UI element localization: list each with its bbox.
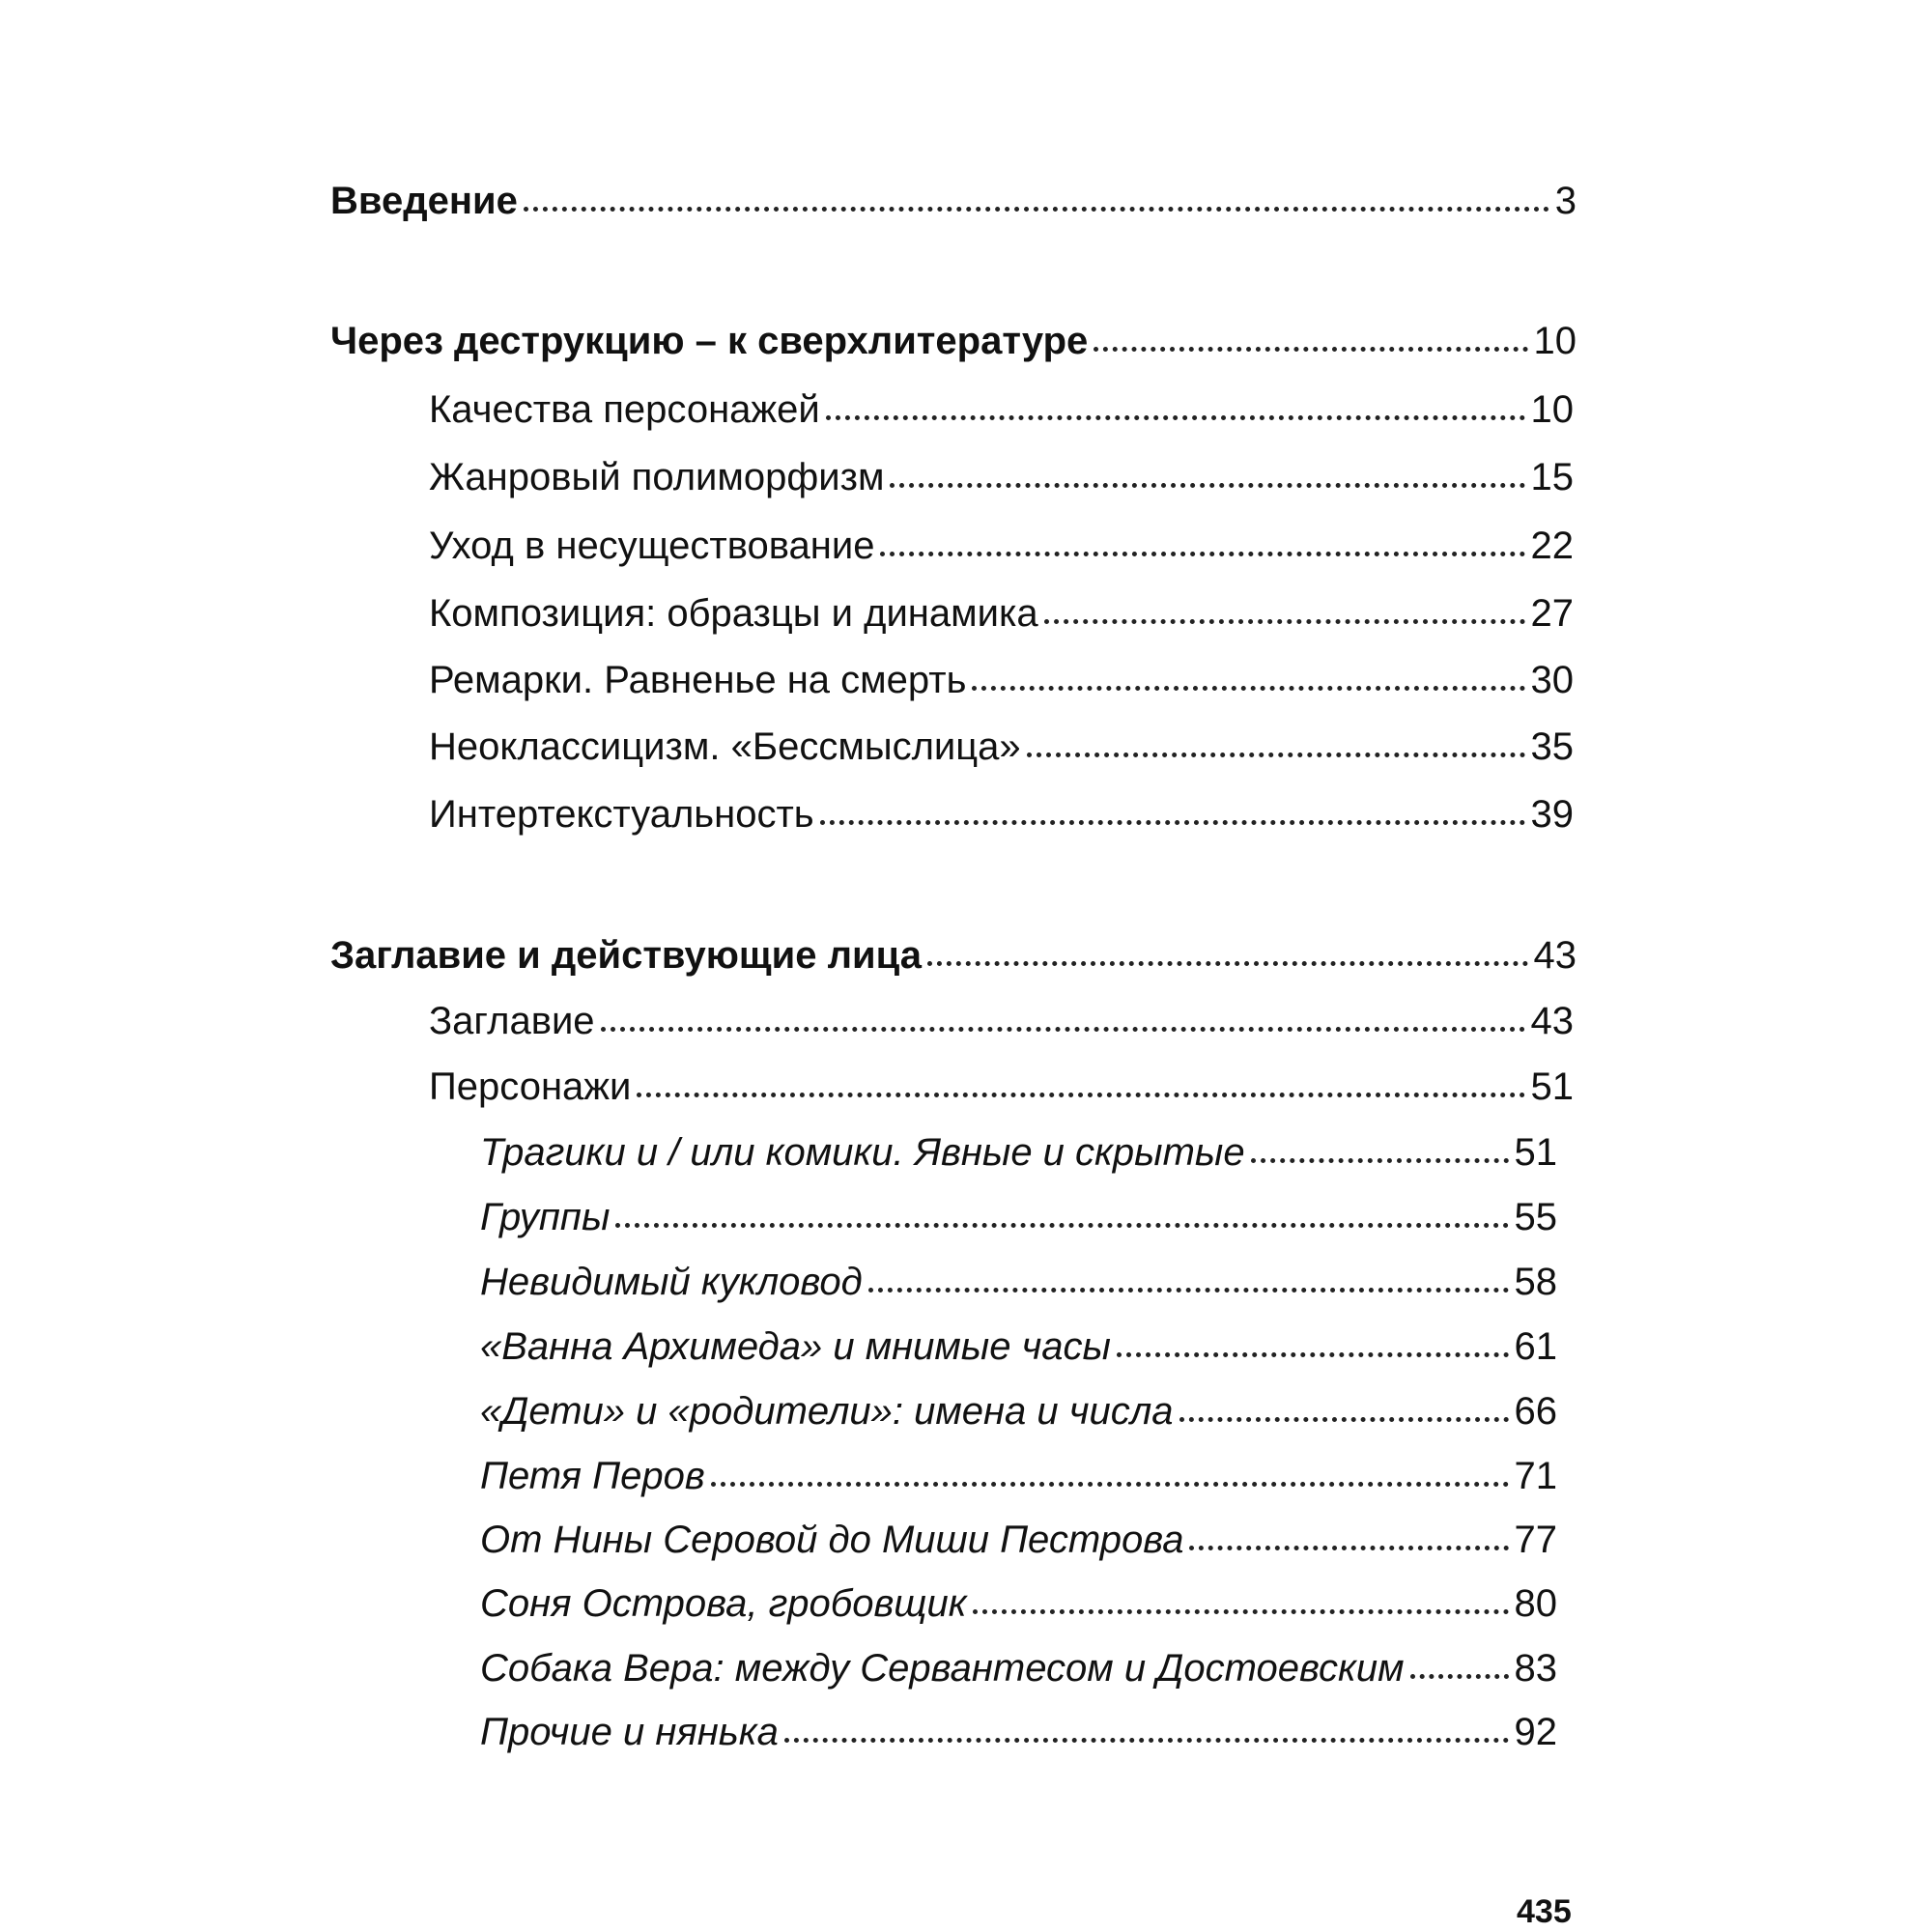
toc-entry-subsection [480,1649,1557,1688]
toc-entry-section [429,1002,1574,1040]
toc-entry-page: 71 [1514,1455,1557,1497]
toc-entry-subsection [480,1392,1557,1431]
dot-leader [1251,1158,1509,1163]
toc-entry-page: 61 [1514,1325,1557,1368]
toc-entry-section [429,1067,1574,1106]
toc-entry-page: 39 [1530,793,1574,836]
dot-leader [826,415,1525,420]
toc-entry-page: 22 [1530,525,1574,567]
dot-leader [601,1027,1525,1032]
toc-entry-title: Персонажи [429,1065,632,1108]
toc-entry-page: 51 [1530,1065,1574,1108]
toc-entry-title: Соня Острова, гробовщик [480,1582,967,1625]
toc-entry-section [429,458,1574,497]
dot-leader [1189,1546,1508,1550]
toc-entry-page: 55 [1514,1196,1557,1238]
toc-entry-subsection [480,1520,1557,1559]
dot-leader [820,820,1525,825]
toc-entry-title: «Дети» и «родители»: имена и числа [480,1390,1174,1433]
toc-entry-title: Заглавие [429,1000,595,1042]
dot-leader [927,961,1528,966]
toc-entry-page: 83 [1514,1647,1557,1690]
toc-entry-page: 27 [1530,592,1574,635]
toc-entry-page: 66 [1514,1390,1557,1433]
toc-entry-page: 58 [1514,1261,1557,1303]
toc-entry-page: 43 [1533,934,1577,977]
toc-entry-subsection [480,1584,1557,1623]
toc-entry-subsection [480,1133,1557,1172]
toc-entry-title: Трагики и / или комики. Явные и скрытые [480,1131,1245,1174]
dot-leader [972,686,1524,691]
dot-leader [1179,1417,1509,1422]
toc-entry-page: 10 [1530,388,1574,431]
toc-entry-page: 43 [1530,1000,1574,1042]
dot-leader [615,1223,1508,1228]
dot-leader [784,1738,1509,1743]
toc-entry-title: Группы [480,1196,611,1238]
toc-entry-title: Собака Вера: между Сервантесом и Достоевским [480,1647,1405,1690]
toc-entry-title: Неоклассицизм. «Бессмыслица» [429,725,1021,768]
toc-entry-title: Интертекстуальность [429,793,814,836]
toc-entry-section [429,727,1574,766]
toc-entry-page: 92 [1514,1711,1557,1753]
toc-entry-title: Петя Перов [480,1455,705,1497]
toc-entry-subsection [480,1457,1557,1495]
toc-entry-section [429,526,1574,565]
dot-leader [890,483,1524,488]
toc-entry-page: 3 [1554,180,1577,222]
toc-entry-title: Качества персонажей [429,388,820,431]
toc-entry-chapter-2 [330,936,1577,975]
toc-entry-page: 35 [1530,725,1574,768]
dot-leader [880,552,1524,556]
toc-entry-title: Заглавие и действующие лица [330,934,922,977]
toc-entry-subsection [480,1327,1557,1366]
dot-leader [1044,619,1525,624]
toc-entry-page: 30 [1530,659,1574,701]
toc-entry-page: 80 [1514,1582,1557,1625]
toc-entry-subsection [480,1713,1557,1751]
toc-entry-section [429,390,1574,429]
dot-leader [1410,1674,1509,1679]
toc-entry-section [429,594,1574,633]
toc-entry-title: Невидимый кукловод [480,1261,863,1303]
dot-leader [524,207,1549,212]
toc-entry-page: 15 [1530,456,1574,498]
dot-leader [1117,1352,1509,1357]
toc-entry-title: Жанровый полиморфизм [429,456,885,498]
toc-entry-subsection [480,1263,1557,1301]
toc-entry-introduction [330,182,1577,220]
dot-leader [637,1093,1524,1097]
toc-entry-subsection [480,1198,1557,1236]
toc-entry-title: Ремарки. Равненье на смерть [429,659,967,701]
dot-leader [868,1288,1509,1293]
page-number: 435 [1517,1893,1572,1930]
toc-entry-section [429,661,1574,699]
toc-entry-title: Через деструкцию – к сверхлитературе [330,320,1089,362]
toc-entry-title: «Ванна Архимеда» и мнимые часы [480,1325,1111,1368]
toc-entry-page: 77 [1514,1519,1557,1561]
toc-entry-page: 51 [1514,1131,1557,1174]
dot-leader [973,1609,1509,1614]
dot-leader [1027,753,1525,757]
toc-entry-title: Уход в несуществование [429,525,875,567]
toc-entry-page: 10 [1533,320,1577,362]
toc-entry-title: Введение [330,180,518,222]
toc-entry-title: Композиция: образцы и динамика [429,592,1038,635]
dot-leader [711,1482,1509,1487]
toc-entry-section [429,795,1574,834]
toc-entry-chapter-1 [330,322,1577,360]
toc-entry-title: Прочие и нянька [480,1711,779,1753]
toc-entry-title: От Нины Серовой до Миши Пестрова [480,1519,1184,1561]
dot-leader [1094,347,1527,352]
